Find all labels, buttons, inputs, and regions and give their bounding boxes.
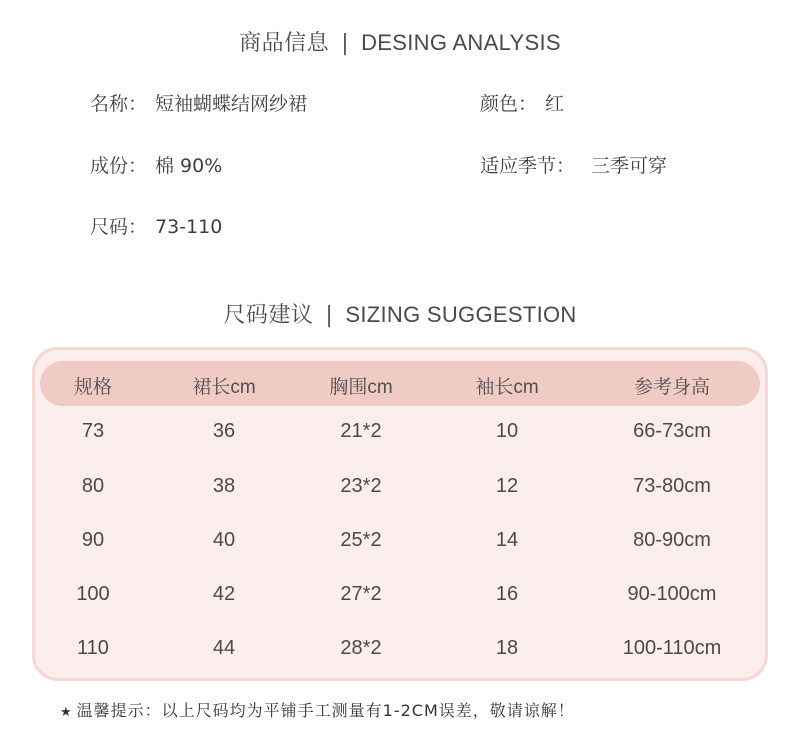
- size-field: [90, 212, 222, 239]
- table-cell: 100: [76, 583, 110, 605]
- material-value: 棉 90%: [155, 155, 223, 177]
- table-cell: 16: [495, 583, 519, 605]
- note-text: 温馨提示：以上尺码均为平铺手工测量有1-2CM误差，敬请谅解！: [76, 701, 575, 720]
- table-cell: 28*2: [340, 637, 382, 659]
- header-cell-spec: 规格: [73, 377, 112, 398]
- material-field: [90, 151, 222, 178]
- header-cell-height: 参考身高: [633, 377, 710, 398]
- season-label: 适应季节：: [480, 155, 576, 177]
- size-suggestion-title-cn: 尺码建议: [223, 303, 314, 328]
- table-cell: 23*2: [340, 475, 382, 497]
- table-cell: 66-73cm: [633, 420, 711, 442]
- table-cell: 73: [81, 420, 105, 442]
- season-field: [480, 151, 667, 178]
- title-separator: |: [325, 303, 334, 328]
- product-info-title: [0, 26, 800, 57]
- table-cell: 27*2: [340, 583, 382, 605]
- name-field: [90, 89, 307, 116]
- star-icon: ★: [60, 705, 73, 720]
- table-cell: 21*2: [340, 420, 382, 442]
- color-field: [480, 89, 564, 116]
- table-cell: 36: [212, 420, 236, 442]
- size-suggestion-title: [0, 298, 800, 329]
- measurement-note: [60, 698, 575, 721]
- color-value: 红: [545, 93, 565, 115]
- color-label: 颜色：: [480, 93, 538, 115]
- table-cell: 42: [212, 583, 236, 605]
- table-cell: 100-110cm: [622, 637, 722, 659]
- table-cell: 73-80cm: [633, 475, 711, 497]
- title-separator: |: [341, 31, 350, 56]
- table-cell: 14: [495, 529, 519, 551]
- table-cell: 90-100cm: [627, 583, 717, 605]
- product-info-title-cn: 商品信息: [239, 31, 330, 56]
- table-cell: 44: [212, 637, 236, 659]
- product-info-title-en: DESING ANALYSIS: [361, 30, 561, 55]
- name-value: 短袖蝴蝶结网纱裙: [155, 93, 308, 115]
- header-cell-sleeve: 袖长cm: [475, 377, 539, 398]
- header-cell-length: 裙长cm: [192, 377, 256, 398]
- table-cell: 12: [495, 475, 519, 497]
- table-cell: 90: [81, 529, 105, 551]
- season-value: 三季可穿: [591, 155, 668, 177]
- table-cell: 25*2: [340, 529, 382, 551]
- size-label: 尺码：: [90, 216, 148, 238]
- table-cell: 40: [212, 529, 236, 551]
- table-cell: 38: [212, 475, 236, 497]
- size-value: 73-110: [155, 216, 223, 238]
- size-suggestion-title-en: SIZING SUGGESTION: [345, 302, 577, 327]
- table-cell: 80: [81, 475, 105, 497]
- header-cell-bust: 胸围cm: [329, 377, 393, 398]
- table-cell: 110: [77, 637, 109, 659]
- table-cell: 18: [495, 637, 519, 659]
- table-cell: 10: [495, 420, 519, 442]
- table-cell: 80-90cm: [633, 529, 711, 551]
- material-label: 成份：: [90, 155, 148, 177]
- name-label: 名称：: [90, 93, 148, 115]
